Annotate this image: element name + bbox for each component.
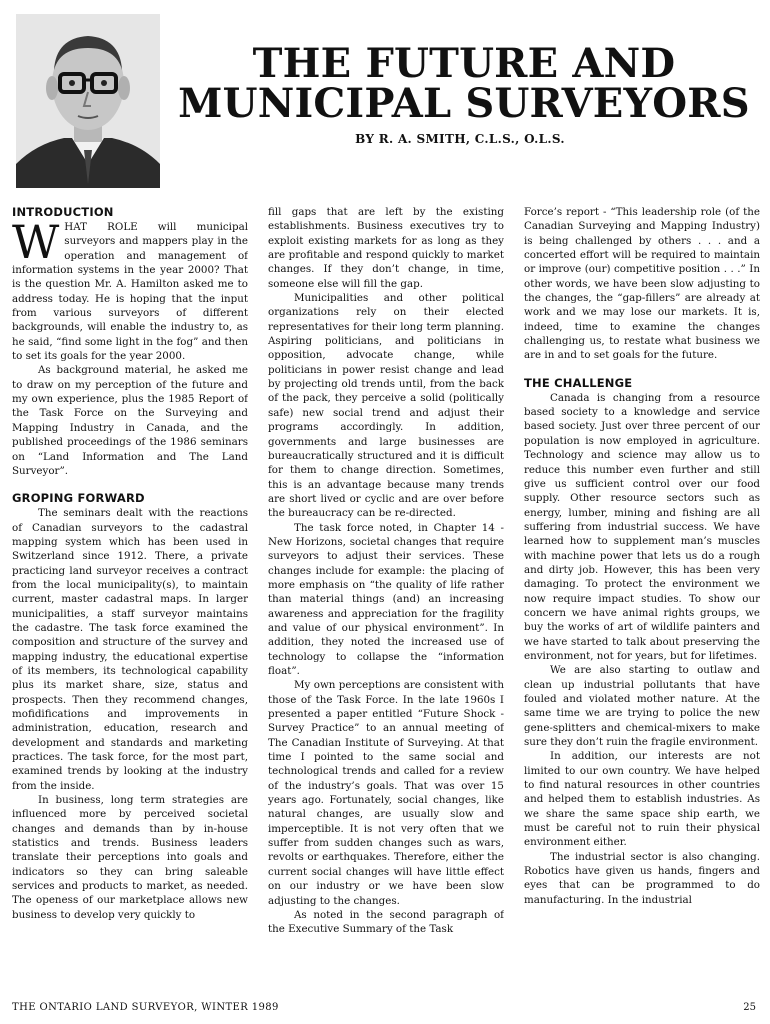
title-line-2: MUNICIPAL SURVEYORS bbox=[178, 80, 750, 127]
section-heading-groping-forward: GROPING FORWARD bbox=[12, 491, 145, 506]
byline: BY R. A. SMITH, C.L.S., O.L.S. bbox=[355, 132, 565, 146]
intro-paragraph-1-text: HAT ROLE will municipal surveyors and mappers play in the operation and management of information systems in the year 2000? That is the question Mr. A. Hamilton asked me to address today. He is hoping that the input from various surveyors of different backgrounds, will enable the industry to, as he said, “find some light in the fog” and then to set its goals for the year 2000. bbox=[12, 221, 248, 363]
article-title bbox=[168, 40, 760, 127]
col3-paragraph-1: Force’s report - “This leadership role (of the Canadian Surveying and Mapping Industry) is being challenged by others . . . and a concerted effort will be required to maintain or improve (our) competitive position . . .” In other words, we have been slow adjusting to the changes, the “gap-fillers” are already at work and we may lose our markets. It is, indeed, time to examine the changes challenging us, to restate what business we are in and to set goals for the future. bbox=[524, 206, 760, 362]
col3-paragraph-3: We are also starting to outlaw and clean up industrial pollutants that have fouled and violated mother nature. At the same time we are trying to police the new gene-splitters and chemical-mixers to make sure they don’t ruin the fragile environment. bbox=[524, 664, 760, 749]
intro-paragraph-1 bbox=[12, 215, 248, 363]
col3-paragraph-5: The industrial sector is also changing. Robotics have given us hands, fingers and eyes that can be programmed to do manufacturing. In the industrial bbox=[524, 850, 760, 906]
col2-paragraph-1: fill gaps that are left by the existing establishments. Business executives try to exploit existing markets for as long as they are profitable and respond quickly to market changes. If they don’t change, in time, someone else will fill the gap. bbox=[268, 206, 504, 290]
col2-paragraph-3: The task force noted, in Chapter 14 - New Horizons, societal changes that require surveyors to adjust their services. These changes include for example: the placing of more emphasis on “the quality of life rather than material things (and) an increasing awareness and appreciation for the fragility and value of our physical environment”. In addition, they noted the increased use of technology to collapse the “information float”. bbox=[268, 521, 504, 677]
footer-publication: THE ONTARIO LAND SURVEYOR, WINTER 1989 bbox=[12, 1002, 279, 1013]
column-3 bbox=[524, 205, 760, 985]
col3-paragraph-4: In addition, our interests are not limited to our own country. We have helped to find natural resources in other countries and helped them to establish industries. As we share the same space ship earth, we must be careful not to ruin their physical environment either. bbox=[524, 750, 760, 849]
section-heading-introduction: INTRODUCTION bbox=[12, 205, 114, 219]
column-2 bbox=[268, 205, 504, 985]
col2-paragraph-4: My own perceptions are consistent with those of the Task Force. In the late 1960s I presented a paper entitled “Future Shock - Survey Practice” to an annual meeting of The Canadian Institute of Surveying. At that time I pointed to the same social and technological trends and called for a review of the industry’s goals. That was over 15 years ago. Fortunately, social changes, like natural changes, are usually slow and imperceptible. It is not very often that we suffer from sudden changes such as wars, revolts or earthquakes. Therefore, either the current social changes will have little effect on our industry or we have been slow adjusting to the changes. bbox=[268, 679, 504, 907]
col2-paragraph-5: As noted in the second paragraph of the Executive Summary of the Task bbox=[268, 908, 504, 936]
groping-paragraph-2: In business, long term strategies are influenced more by perceived societal changes and demands than by in-house statistics and trends. Business leaders translate their perceptions into goals and indicators so they can bring saleable services and products to market, as needed. The openess of our marketplace allows new business to develop very quickly to bbox=[12, 794, 248, 921]
section-heading-the-challenge: THE CHALLENGE bbox=[524, 375, 633, 390]
intro-paragraph-2: As background material, he asked me to draw on my perception of the future and my own experience, plus the 1985 Report of the Task Force on the Surveying and Mapping Industry in Canada, and the published proceedings of the 1986 seminars on “Land Information and The Land Surveyor”. bbox=[12, 364, 248, 477]
column-1 bbox=[12, 205, 248, 985]
author-portrait bbox=[16, 14, 160, 188]
groping-paragraph-1: The seminars dealt with the reactions of Canadian surveyors to the cadastral mapping system which has been used in Switzerland since 1912. There, a private practicing land surveyor receives a contract from the local municipality(s), to maintain current, master cadastral maps. In larger municipalities, a staff surveyor maintains the cadastre. The task force examined the composition and structure of the survey and mapping industry, the educational expertise of its members, its technological capability plus its market share, size, status and prospects. Then they recommend changes, mofidifications and improvements in administration, education, research and development and standards and marketing practices. The task force, for the most part, examined trends by looking at the industry from the inside. bbox=[12, 507, 248, 792]
col2-paragraph-2: Municipalities and other political organizations rely on their elected representatives for their long term planning. Aspiring politicians, and politicians in opposition, advocate change, while politicians in power resist change and lead by projecting old trends until, from the back of the pack, they perceive a solid (politically safe) new social trend and adjust their programs accordingly. In addition, governments and large businesses are bureaucratically structured and it is difficult for them to change direction. Sometimes, this is an advantage because many trends are short lived or cyclic and are over before the bureaucracy can be re-directed. bbox=[268, 292, 504, 520]
drop-cap: W bbox=[12, 215, 60, 269]
footer-page-number: 25 bbox=[743, 1002, 756, 1013]
col3-paragraph-2: Canada is changing from a resource based society to a knowledge and service based society. Just over three percent of our population is now employed in agriculture. Technology and science may allow us to reduce this number even further and still give us sufficient control over our food supply. Other resource sectors such as energy, lumber, mining and fishing are all suffering from industrial success. We have learned how to supplement man’s muscles with machine power that lets us do a rough and dirty job. However, this has been very damaging. To protect the environment we now require impact studies. To show our concern we have animal rights groups, we buy the works of art of wildlife painters and we have started to talk about preserving the environment, not for years, but for lifetimes. bbox=[524, 391, 760, 662]
title-line-1: THE FUTURE AND bbox=[252, 40, 676, 87]
